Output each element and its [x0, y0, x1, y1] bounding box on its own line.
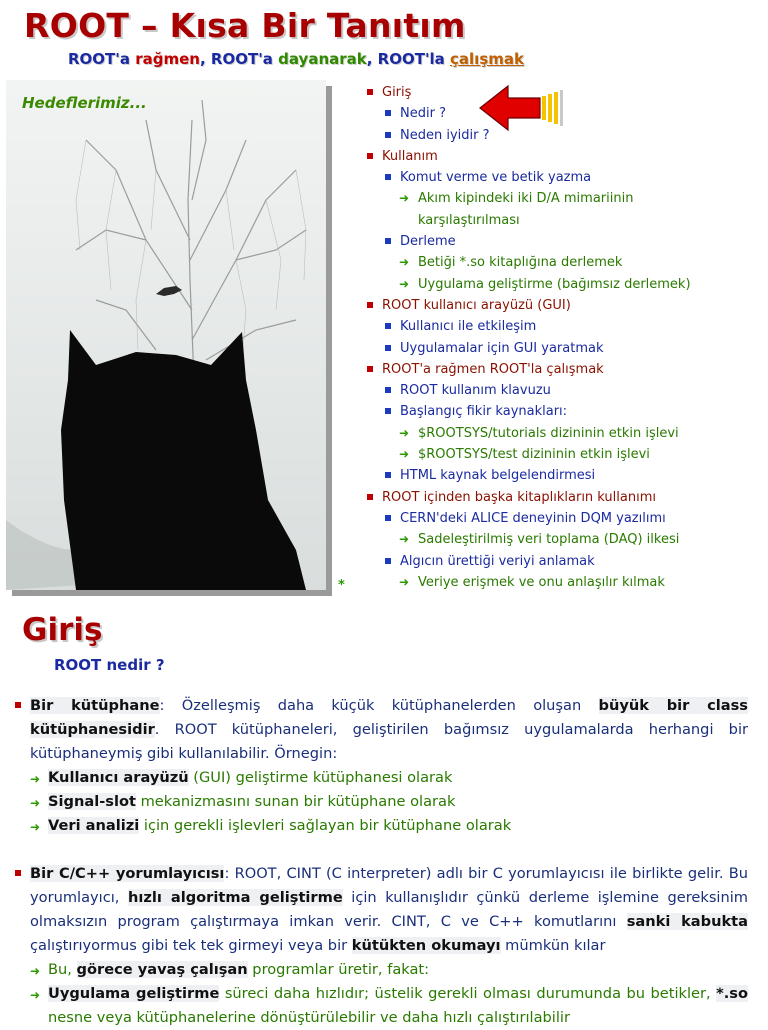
- toc-item[interactable]: Neden iyidir ?: [366, 125, 758, 146]
- toc-item[interactable]: Nedir ?: [366, 103, 758, 124]
- toc-item[interactable]: Uygulamalar için GUI yaratmak: [366, 338, 758, 359]
- list-item: ➜ Kullanıcı arayüzü (GUI) geliştirme kütüphanesi olarak: [30, 769, 453, 786]
- list-item: ➜ Veri analizi için gerekli işlevleri sağlayan bir kütüphane olarak: [30, 817, 512, 834]
- list-item: ➜ Bu, görece yavaş çalışan programlar üretir, fakat:: [30, 961, 430, 978]
- paragraph-interpreter: Bir C/C++ yorumlayıcısı: ROOT, CINT (C interpreter) adlı bir C yorumlayıcısı ile birlikte gelir. Bu yorumlayıcı, hızlı algoritma geliştirme için kullanışlıdır çünkü derleme işlemine gereksinim olmaksızın program çalıştırmaya imkan verir. CINT, C ve C++ komutlarını sanki kabukta çalıştırıyormus gibi tek tek girmeyi veya bir kütükten okumayı mümkün kılar: [12, 862, 748, 958]
- list-item: ➜ Signal-slot mekanizmasını sunan bir kütüphane olarak: [30, 793, 456, 810]
- toc-item[interactable]: ROOT içinden başka kitaplıkların kullanımı: [366, 487, 758, 508]
- toc-item[interactable]: ROOT'a rağmen ROOT'la çalışmak: [366, 359, 758, 380]
- toc-item[interactable]: HTML kaynak belgelendirmesi: [366, 465, 758, 486]
- toc-item[interactable]: Algıcın ürettiği veriyi anlamak: [366, 551, 758, 572]
- cat-silhouette-image: [6, 80, 326, 590]
- toc-item[interactable]: ➜ Sadeleştirilmiş veri toplama (DAQ) ilkesi: [399, 532, 680, 548]
- toc-item[interactable]: ROOT kullanım klavuzu: [366, 380, 758, 401]
- star-mark: *: [338, 578, 345, 593]
- toc-item[interactable]: ➜ Akım kipindeki iki D/A mimariinin karşılaştırılması: [399, 191, 634, 228]
- toc-item[interactable]: Komut verme ve betik yazma: [366, 167, 758, 188]
- section-title: Giriş: [22, 612, 103, 648]
- toc-item[interactable]: CERN'deki ALICE deneyinin DQM yazılımı: [366, 508, 758, 529]
- toc-item[interactable]: Kullanıcı ile etkileşim: [366, 316, 758, 337]
- toc-item[interactable]: ➜ Veriye erişmek ve onu anlaşılır kılmak: [399, 574, 665, 590]
- table-of-contents: [366, 82, 758, 593]
- slide-subtitle: ROOT'a rağmen, ROOT'a dayanarak, ROOT'la çalışmak: [68, 50, 524, 68]
- toc-item[interactable]: Derleme: [366, 231, 758, 252]
- body-text: [12, 694, 748, 1030]
- photo-caption: Hedeflerimiz...: [22, 94, 147, 112]
- paragraph-library: Bir kütüphane: Özelleşmiş daha küçük kütüphanelerden oluşan büyük bir class kütüphanesidir. ROOT kütüphaneleri, geliştirilen bağımsız uygulamalarda herhangi bir kütüphaneymiş gibi kullanılabilir. Örnegin:: [12, 694, 748, 766]
- toc-item[interactable]: ➜ $ROOTSYS/test dizininin etkin işlevi: [399, 447, 650, 463]
- toc-item[interactable]: Kullanım: [366, 146, 758, 167]
- toc-item[interactable]: ➜ $ROOTSYS/tutorials dizininin etkin işlevi: [399, 425, 679, 441]
- toc-item[interactable]: Başlangıç fikir kaynakları:: [366, 401, 758, 422]
- toc-item[interactable]: ROOT kullanıcı arayüzü (GUI): [366, 295, 758, 316]
- cat-photo: [6, 80, 326, 590]
- slide-title: ROOT – Kısa Bir Tanıtım: [24, 6, 466, 45]
- toc-item[interactable]: Giriş: [366, 82, 758, 103]
- toc-item[interactable]: ➜ Uygulama geliştirme (bağımsız derlemek): [399, 276, 691, 292]
- toc-item[interactable]: ➜ Betiği *.so kitaplığına derlemek: [399, 255, 623, 271]
- section-subtitle: ROOT nedir ?: [54, 656, 165, 674]
- list-item: ➜ Uygulama geliştirme süreci daha hızlıdır; üstelik gerekli olması durumunda bu betikler, *.so nesne veya kütüphanelerine dönüştürülebilir ve daha hızlı çalıştırılabilir: [30, 985, 748, 1026]
